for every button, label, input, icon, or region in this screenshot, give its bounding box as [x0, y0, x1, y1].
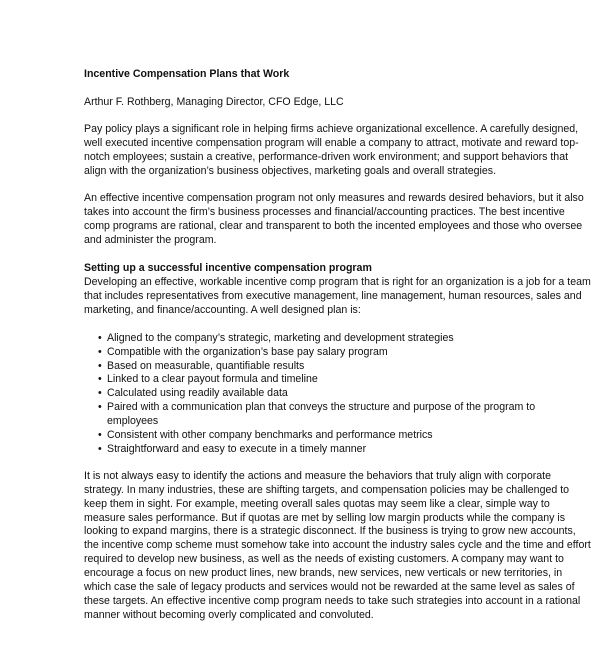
bullet-icon: • — [98, 442, 102, 455]
paragraph-line: Developing an effective, workable incentive comp program that is right for an organization is a job for a team — [84, 275, 591, 288]
plan-criteria-list — [84, 331, 536, 457]
list-item-text: Compatible with the organization’s base pay salary program — [107, 345, 388, 358]
paragraph-strategy — [84, 469, 591, 623]
list-item-text: Calculated using readily available data — [107, 387, 288, 400]
list-item — [98, 387, 524, 401]
paragraph-line: keep them in sight. For example, meeting overall sales quotas may seem like a clear, simple way to — [84, 497, 550, 510]
paragraph-line: comp programs are rational, clear and transparent to both the incented employees and those who oversee — [84, 220, 583, 233]
list-item — [98, 443, 524, 457]
paragraph-line: that includes representatives from executive management, line management, human resources, sales and — [84, 289, 582, 302]
paragraph-line: required to develop new business, as well as the needs of existing customers. A company may want to — [84, 553, 564, 566]
bullet-icon: • — [98, 373, 102, 386]
paragraph-line: align with the organization’s business objectives, marketing goals and overall strategies. — [84, 164, 497, 177]
list-item-text: Straightforward and easy to execute in a timely manner — [107, 442, 367, 455]
bullet-icon: • — [98, 429, 102, 442]
list-item — [98, 429, 524, 443]
paragraph-effective-program — [84, 192, 584, 248]
list-item-text: Paired with a communication plan that conveys the structure and purpose of the program to — [107, 401, 536, 414]
bullet-icon: • — [98, 387, 102, 400]
paragraph-line: manner without becoming overly complicated and convoluted. — [84, 608, 374, 621]
paragraph-line: well executed incentive compensation program will enable a company to attract, motivate and reward top- — [84, 136, 579, 149]
document-title: Incentive Compensation Plans that Work — [84, 68, 290, 80]
paragraph-line: the incentive comp scheme must somehow take into account the industry sales cycle and the time and effort — [84, 539, 591, 552]
paragraph-line: takes into account the firm’s business processes and financial/accounting practices. The best incentive — [84, 206, 565, 219]
paragraph-line: measure sales performance. But if quotas are met by selling low margin products while the company is — [84, 511, 566, 524]
paragraph-team — [84, 275, 591, 318]
list-item-text: Consistent with other company benchmarks and performance metrics — [107, 429, 433, 442]
list-item — [98, 332, 524, 346]
list-item — [98, 360, 524, 374]
list-item — [98, 401, 536, 429]
section-heading: Setting up a successful incentive compensation program — [84, 262, 372, 275]
paragraph-line: encourage a focus on new product lines, new brands, new services, new verticals or new territories, in — [84, 567, 563, 580]
paragraph-line: and administer the program. — [84, 234, 217, 247]
document-body — [84, 68, 591, 637]
bullet-icon: • — [98, 345, 102, 358]
paragraph-line: looking to expand margins, there is a strategic disconnect. If the business is trying to grow new accounts, — [84, 525, 576, 538]
bullet-icon: • — [98, 359, 102, 372]
paragraph-line: Pay policy plays a significant role in helping firms achieve organizational excellence. A carefully designed, — [84, 122, 579, 135]
paragraph-line: these targets. An effective incentive comp program needs to take such strategies into account in a rational — [84, 595, 581, 607]
list-item-text: Aligned to the company’s strategic, marketing and development strategies — [107, 331, 454, 344]
bullet-icon: • — [98, 401, 102, 414]
list-item-text: employees — [107, 415, 159, 428]
paragraph-line: marketing, and finance/accounting. A well designed plan is: — [84, 303, 361, 316]
paragraph-line: notch employees; sustain a creative, performance-driven work environment; and support behaviors that — [84, 150, 569, 163]
paragraph-line: An effective incentive compensation program not only measures and rewards desired behaviors, but it also — [84, 192, 584, 205]
paragraph-line: which case the sale of legacy products and services would not be rewarded at the same level as sales of — [84, 581, 575, 594]
list-item — [98, 346, 524, 360]
list-item-text: Based on measurable, quantifiable results — [107, 359, 305, 372]
paragraph-intro — [84, 122, 579, 179]
list-item-text: Linked to a clear payout formula and timeline — [107, 373, 318, 386]
bullet-icon: • — [98, 331, 102, 344]
author-line: Arthur F. Rothberg, Managing Director, CFO Edge, LLC — [84, 95, 344, 108]
list-item — [98, 373, 524, 387]
paragraph-line: It is not always easy to identify the actions and measure the behaviors that truly align with corporate — [84, 469, 551, 482]
paragraph-line: strategy. In many industries, these are shifting targets, and compensation policies may be challenged to — [84, 483, 570, 496]
